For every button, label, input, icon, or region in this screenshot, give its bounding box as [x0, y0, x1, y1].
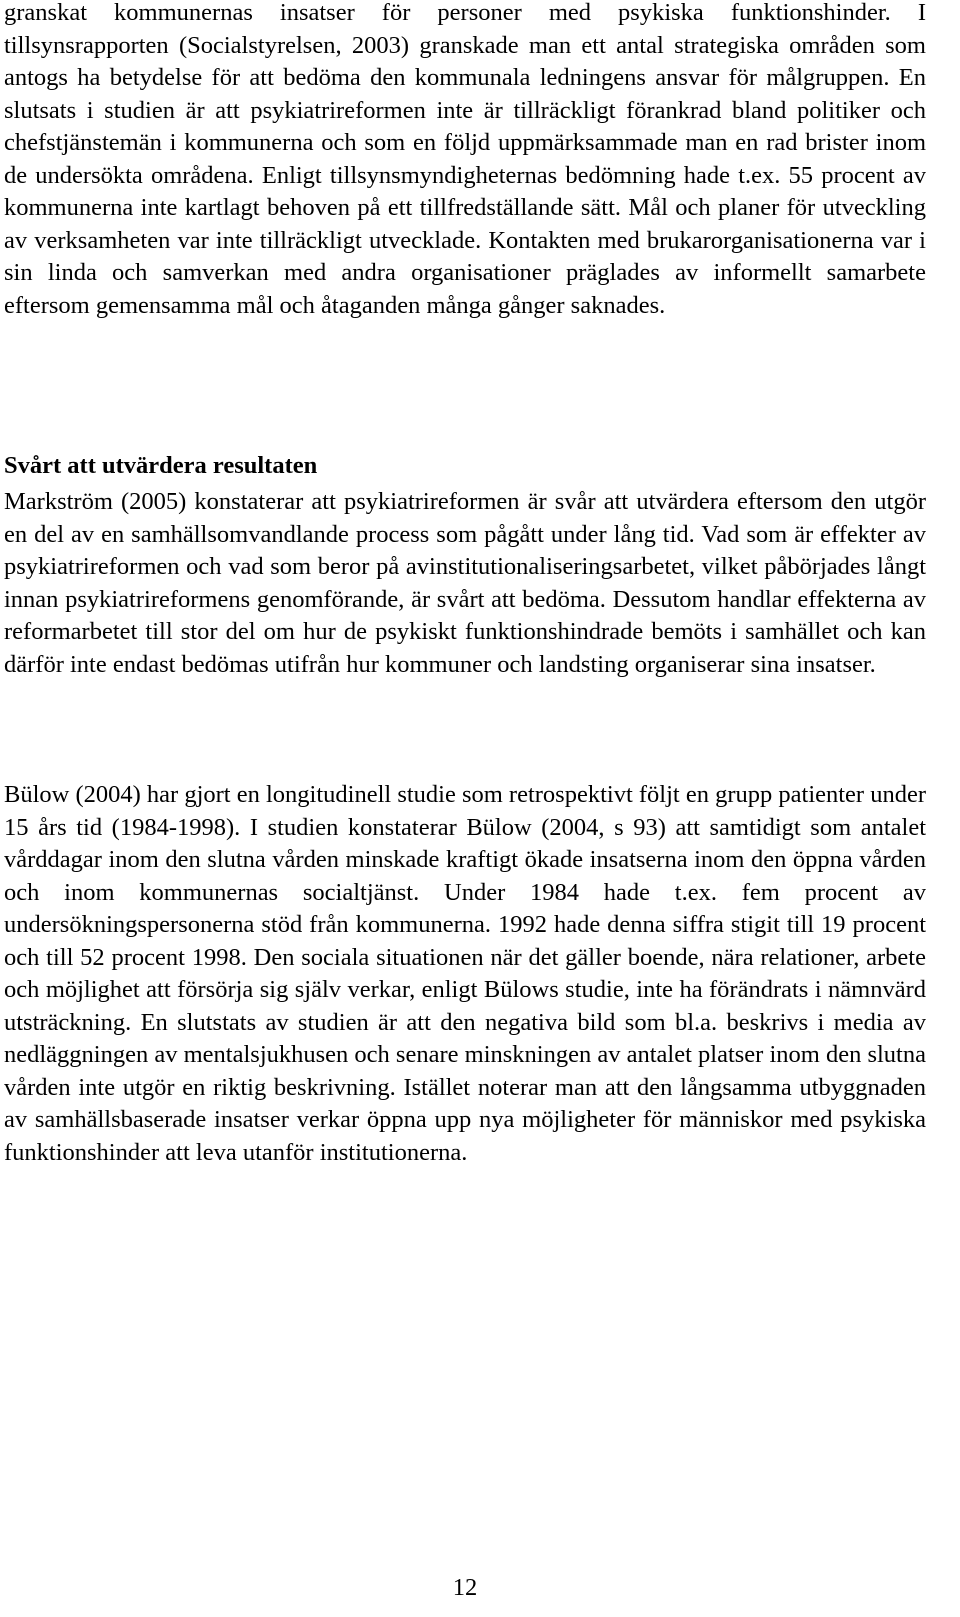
section-heading: Svårt att utvärdera resultaten	[4, 452, 318, 479]
body-paragraph: Bülow (2004) har gjort en longitudinell studie som retrospektivt följt en grupp patienter under 15 års tid (1984-1998). I studien konstaterar Bülow (2004, s 93) att samtidigt som antalet vårddagar inom den slutna vården minskade kraftigt ökade insatserna inom den öppna vården och inom kommunernas socialtjänst. Under 1984 hade t.ex. fem procent av undersökningspersonerna stöd från kommunerna. 1992 hade denna siffra stigit till 19 procent och till 52 procent 1998. Den sociala situationen när det gäller boende, nära relationer, arbete och möjlighet att försörja sig själv verkar, enligt Bülows studie, inte ha förändrats i nämnvärd utsträckning. En slutstats av studien är att den negativa bild som bl.a. beskrivs i media av nedläggningen av mentalsjukhusen och senare minskningen av antalet platser inom den slutna vården inte utgör en riktig beskrivning. Istället noterar man att den långsamma utbyggnaden av samhällsbaserade insatser verkar öppna upp nya möjligheter för människor med psykiska funktionshinder att leva utanför institutionerna.	[4, 781, 926, 1166]
body-paragraph: granskat kommunernas insatser för personer med psykiska funktionshinder. I tillsynsrapporten (Socialstyrelsen, 2003) granskade man ett antal strategiska områden som antogs ha betydelse för att bedöma den kommunala ledningens ansvar för målgruppen. En slutsats i studien är att psykiatrireformen inte är tillräckligt förankrad bland politiker och chefstjänstemän i kommunerna och som en följd uppmärksammade man en rad brister inom de undersökta områdena. Enligt tillsynsmyndigheternas bedömning hade t.ex. 55 procent av kommunerna inte kartlagt behoven på ett tillfredställande sätt. Mål och planer för utveckling av verksamheten var inte tillräckligt utvecklade. Kontakten med brukarorganisationerna var i sin linda och samverkan med andra organisationer präglades av informellt samarbete eftersom gemensamma mål och åtaganden många gånger saknades.	[4, 0, 926, 319]
page-number: 12	[452, 1574, 478, 1601]
body-paragraph: Markström (2005) konstaterar att psykiatrireformen är svår att utvärdera eftersom den utgör en del av en samhällsomvandlande process som pågått under lång tid. Vad som är effekter av psykiatrireformen och vad som beror på avinstitutionaliseringsarbetet, vilket påbörjades långt innan psykiatrireformens genomförande, är svårt att bedöma. Dessutom handlar effekterna av reformarbetet till stor del om hur de psykiskt funktionshindrade bemöts i samhället och kan därför inte endast bedömas utifrån hur kommuner och landsting organiserar sina insatser.	[4, 488, 926, 678]
